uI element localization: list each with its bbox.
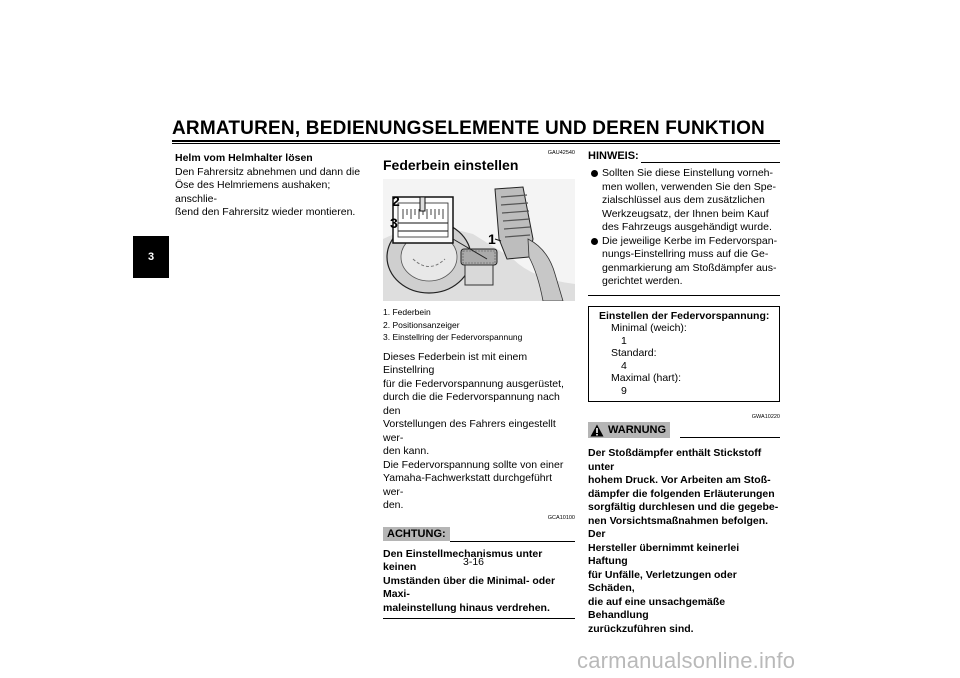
warning-badge — [588, 422, 670, 438]
warning-line: dämpfer die folgenden Erläuterungen — [588, 487, 775, 500]
chapter-tab[interactable]: 3 — [133, 236, 169, 278]
spec-min-value: 1 — [621, 334, 627, 347]
spec-std-value: 4 — [621, 359, 627, 372]
helmet-line: Öse des Helmriemens aushaken; anschlie- — [175, 179, 331, 205]
paragraph-line: durch die die Federvorspannung nach den — [383, 391, 560, 417]
section-code: GAU42540 — [547, 150, 575, 156]
warning-text — [588, 447, 780, 636]
spec-min-label: Minimal (weich): — [611, 322, 687, 334]
caution-rule — [450, 541, 575, 542]
caution-line: maleinstellung hinaus verdrehen. — [383, 601, 550, 614]
shock-absorber-illustration — [383, 179, 575, 301]
paragraph-line: Yamaha-Fachwerkstatt durchgeführt wer- — [383, 472, 553, 498]
spec-box — [588, 306, 780, 403]
warning-line: hohem Druck. Vor Arbeiten am Stoß- — [588, 474, 771, 486]
callout-2: 2 — [392, 193, 400, 209]
note-bullet-item: Die jeweilige Kerbe im Federvorspan- nungs-Einstellring muss auf die Ge- genmarkierung am Stoßdämpfer aus- gerichtet werden. — [588, 235, 780, 289]
caution-header — [383, 527, 575, 541]
note-rule — [641, 162, 780, 163]
left-column — [175, 152, 365, 220]
spec-max-value: 9 — [621, 384, 627, 397]
warning-line: Hersteller übernimmt keinerlei Haftung — [588, 541, 740, 567]
callout-1: 1 — [488, 231, 496, 247]
bullet-icon — [591, 170, 598, 177]
warning-line: nen Vorsichtsmaßnahmen befolgen. Der — [588, 514, 769, 540]
warning-code: GWA10220 — [751, 414, 780, 420]
warning-triangle-icon — [590, 424, 604, 437]
note-header — [588, 150, 780, 164]
note-label: HINWEIS: — [588, 150, 639, 162]
note-bullet-item: Sollten Sie diese Einstellung vorneh- men wollen, verwenden Sie den Spe- zialschlüssel aus dem zusätzlichen Werkzeugsatz, der Ihnen beim Kauf des Fahrzeugs ausgehändigt wurde. — [588, 167, 780, 235]
warning-label: WARNUNG — [608, 424, 667, 436]
caution-bottom-rule — [383, 618, 575, 619]
figure-captions — [383, 306, 575, 344]
caption-item: 2. Positionsanzeiger — [383, 319, 460, 330]
page-number: 3-16 — [463, 556, 485, 568]
spec-title: Einstellen der Federvorspannung: — [599, 309, 770, 322]
spec-max-label: Maximal (hart): — [611, 372, 682, 384]
caution-badge: ACHTUNG: — [383, 527, 450, 541]
caption-item: 1. Federbein — [383, 307, 431, 317]
warning-rule — [680, 437, 780, 438]
caption-item: 3. Einstellring der Federvorspannung — [383, 332, 523, 342]
caution-line: Den Einstellmechanismus unter keinen — [383, 547, 543, 573]
bullet-icon — [591, 238, 598, 245]
warning-line: die auf eine unsachgemäße Behandlung — [588, 595, 726, 621]
warning-header — [588, 422, 780, 438]
warning-line: Der Stoßdämpfer enthält Stickstoff unter — [588, 447, 762, 473]
warning-line: für Unfälle, Verletzungen oder Schäden, — [588, 568, 737, 594]
middle-column — [383, 150, 575, 619]
warning-line: zurückzuführen sind. — [588, 622, 694, 635]
spec-std-label: Standard: — [611, 347, 657, 359]
section-title: Federbein einstellen — [383, 157, 519, 173]
page-title: ARMATUREN, BEDIENUNGSELEMENTE UND DEREN FUNKTION — [172, 118, 765, 139]
callout-3: 3 — [390, 215, 398, 231]
intro-paragraph — [383, 351, 575, 513]
warning-line: sorgfältig durchlesen und die gegebe- — [588, 501, 779, 513]
paragraph-line: Dieses Federbein ist mit einem Einstellring — [383, 350, 528, 376]
caution-line: Umständen über die Minimal- oder Maxi- — [383, 574, 556, 600]
paragraph-line: den. — [383, 499, 404, 511]
title-rule-thin — [172, 143, 780, 144]
helmet-line: ßend den Fahrersitz wieder montieren. — [175, 206, 356, 218]
paragraph-line: für die Federvorspannung ausgerüstet, — [383, 377, 564, 390]
caution-code: GCA10100 — [547, 514, 575, 521]
paragraph-line: Vorstellungen des Fahrers eingestellt wer- — [383, 418, 556, 444]
note-bottom-rule — [588, 295, 780, 296]
watermark: carmanualsonline.info — [577, 648, 796, 673]
helmet-heading: Helm vom Helmhalter lösen — [175, 152, 313, 164]
title-rule — [172, 140, 780, 142]
shock-absorber-figure — [383, 179, 575, 301]
note-bullets — [588, 167, 780, 289]
helmet-line: Den Fahrersitz abnehmen und dann die — [175, 165, 361, 178]
right-column — [588, 150, 780, 636]
paragraph-line: Die Federvorspannung sollte von einer — [383, 458, 564, 471]
paragraph-line: den kann. — [383, 445, 430, 457]
